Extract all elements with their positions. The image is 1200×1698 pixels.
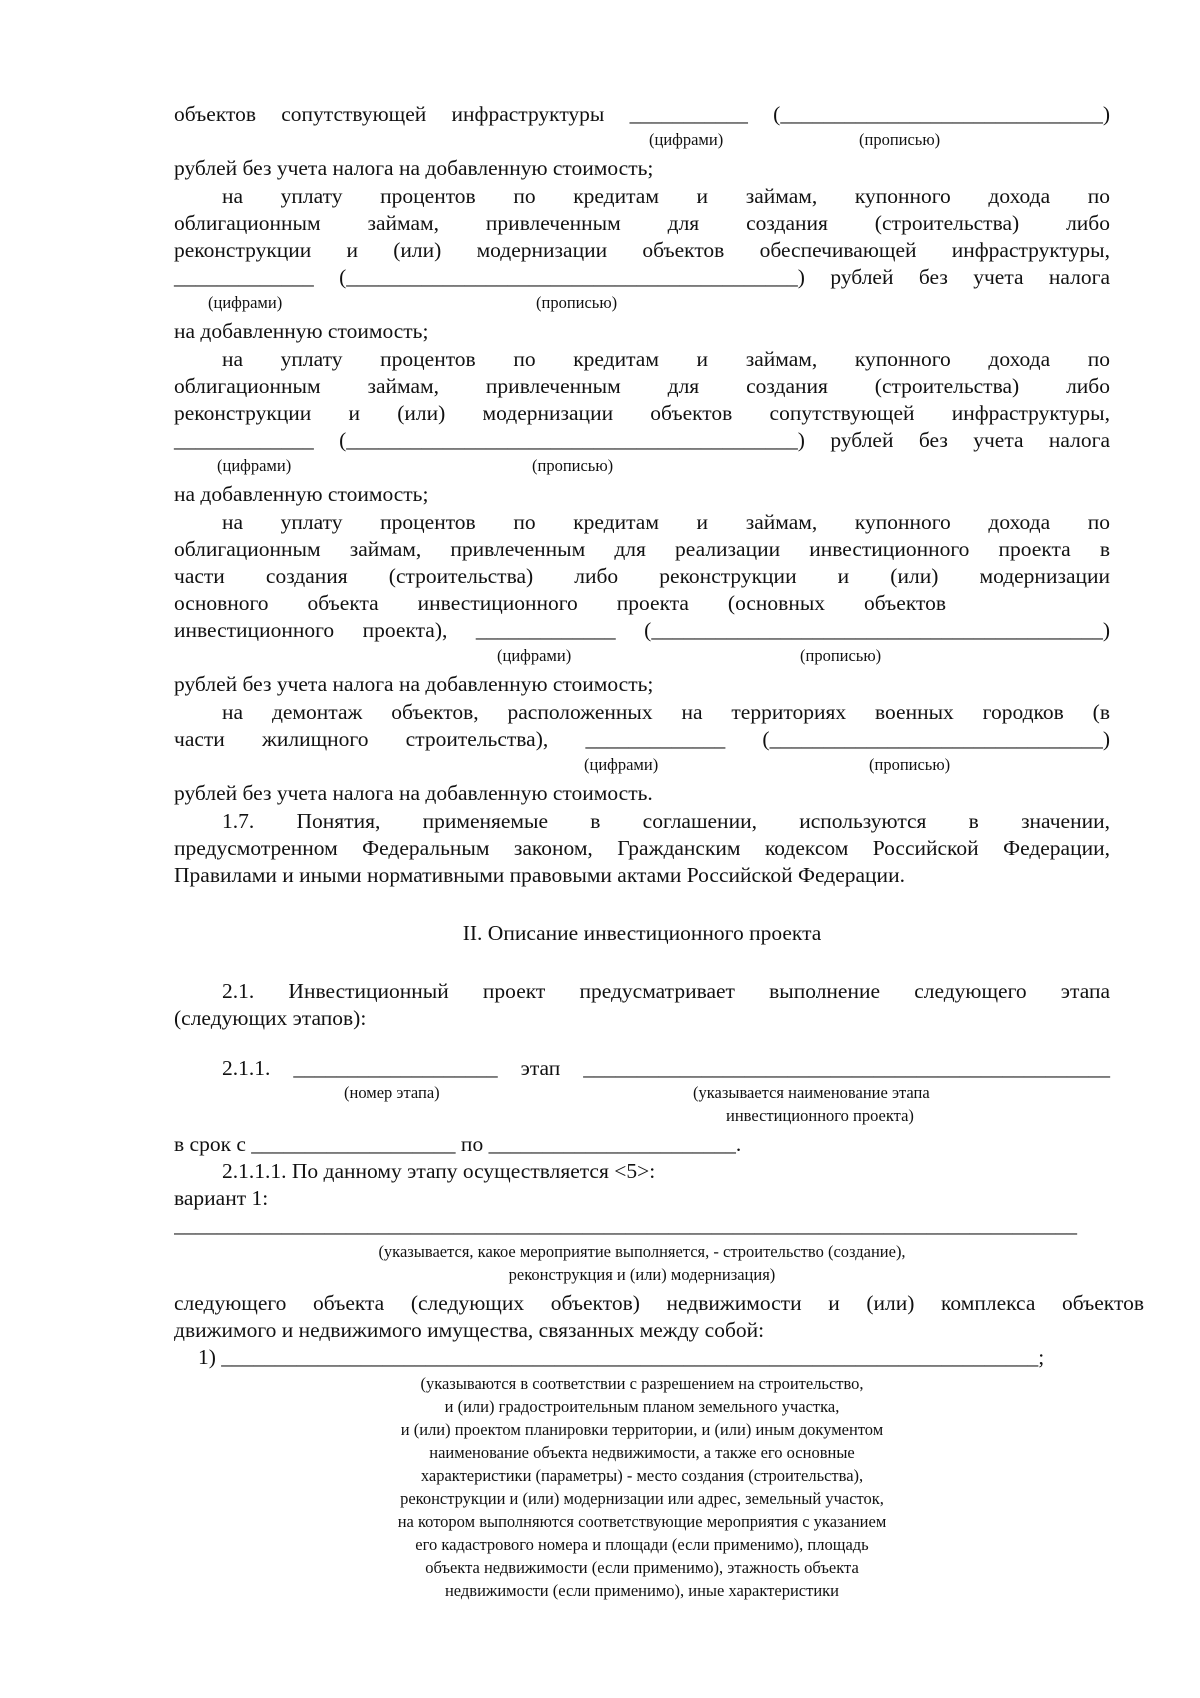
text-line: на добавленную стоимость;: [174, 319, 429, 343]
text-line: облигационным займам, привлеченным для создания (строительства) либо: [174, 211, 1110, 235]
caption-words: (прописью): [536, 293, 618, 312]
section-heading: II. Описание инвестиционного проекта: [462, 921, 822, 945]
text-line: 2.1.1. ___________________ этап _________________________________________________: [222, 1056, 1110, 1080]
caption-digits: (цифрами): [584, 755, 659, 774]
text-line: рублей без учета налога на добавленную стоимость;: [174, 156, 654, 180]
text-line: (следующих этапов):: [174, 1006, 367, 1030]
text-line: движимого и недвижимого имущества, связанных между собой:: [174, 1318, 765, 1342]
text-line: облигационным займам, привлеченным для реализации инвестиционного проекта в: [174, 537, 1110, 561]
text-line: на добавленную стоимость;: [174, 482, 429, 506]
caption-object: объекта недвижимости (если применимо), этажность объекта: [425, 1558, 859, 1577]
text-line: 1.7. Понятия, применяемые в соглашении, используются в значении,: [222, 809, 1110, 833]
text-line: 2.1.1.1. По данному этапу осуществляется <5>:: [222, 1159, 656, 1183]
text-line: рублей без учета налога на добавленную стоимость.: [174, 781, 653, 805]
caption-object: недвижимости (если применимо), иные характеристики: [444, 1581, 840, 1600]
text-line: части создания (строительства) либо реконструкции и (или) модернизации: [174, 564, 1110, 588]
caption-measure: реконструкция и (или) модернизация): [508, 1265, 776, 1284]
text-line: облигационным займам, привлеченным для создания (строительства) либо: [174, 374, 1110, 398]
caption-object: и (или) проектом планировки территории, и (или) иным документом: [400, 1420, 884, 1439]
text-line: рублей без учета налога на добавленную стоимость;: [174, 672, 654, 696]
caption-stage-name: инвестиционного проекта): [726, 1106, 914, 1125]
text-line: объектов сопутствующей инфраструктуры ___________ (______________________________): [174, 102, 1110, 126]
text-line: _____________ (__________________________________________) рублей без учета налога: [174, 265, 1110, 289]
caption-object: характеристики (параметры) - место создания (строительства),: [420, 1466, 864, 1485]
caption-words: (прописью): [859, 130, 941, 149]
caption-measure: (указывается, какое мероприятие выполняется, - строительство (создание),: [378, 1242, 906, 1261]
text-line: 2.1. Инвестиционный проект предусматривает выполнение следующего этапа: [222, 979, 1110, 1003]
text-line: вариант 1:: [174, 1186, 269, 1210]
caption-words: (прописью): [869, 755, 951, 774]
blank-line: ____________________________________________________________________________________: [174, 1213, 1077, 1237]
text-line: реконструкции и (или) модернизации объектов сопутствующей инфраструктуры,: [174, 401, 1110, 425]
caption-digits: (цифрами): [497, 646, 572, 665]
caption-object: реконструкции и (или) модернизации или адрес, земельный участок,: [400, 1489, 884, 1508]
text-line: реконструкции и (или) модернизации объектов обеспечивающей инфраструктуры,: [174, 238, 1110, 262]
caption-digits: (цифрами): [208, 293, 283, 312]
caption-object: наименование объекта недвижимости, а также его основные: [429, 1443, 855, 1462]
text-line: инвестиционного проекта), _____________ (__________________________________________): [174, 618, 1110, 642]
text-line: части жилищного строительства), _____________ (_______________________________): [174, 727, 1110, 751]
caption-words: (прописью): [532, 456, 614, 475]
caption-stage-name: (указывается наименование этапа: [693, 1083, 930, 1102]
text-line: на демонтаж объектов, расположенных на территориях военных городков (в: [222, 700, 1110, 724]
text-line: на уплату процентов по кредитам и займам, купонного дохода по: [222, 184, 1110, 208]
text-line: на уплату процентов по кредитам и займам, купонного дохода по: [222, 347, 1110, 371]
text-line: предусмотренном Федеральным законом, Гражданским кодексом Российской Федерации,: [174, 836, 1110, 860]
text-line: Правилами и иными нормативными правовыми актами Российской Федерации.: [174, 863, 905, 887]
caption-digits: (цифрами): [649, 130, 724, 149]
caption-object: (указываются в соответствии с разрешением на строительство,: [420, 1374, 864, 1393]
caption-digits: (цифрами): [217, 456, 292, 475]
text-line: основного объекта инвестиционного проекта (основных объектов: [174, 591, 946, 615]
text-line: _____________ (__________________________________________) рублей без учета налога: [174, 428, 1110, 452]
caption-object: его кадастрового номера и площади (если применимо), площадь: [415, 1535, 869, 1554]
caption-object: и (или) градостроительным планом земельного участка,: [444, 1397, 840, 1416]
text-line: в срок с ___________________ по _______________________.: [174, 1132, 742, 1156]
text-line: следующего объекта (следующих объектов) недвижимости и (или) комплекса объектов: [174, 1291, 1144, 1315]
text-line: на уплату процентов по кредитам и займам, купонного дохода по: [222, 510, 1110, 534]
caption-words: (прописью): [800, 646, 882, 665]
caption-stage-number: (номер этапа): [344, 1083, 440, 1102]
text-line: 1) ____________________________________________________________________________;: [198, 1345, 1045, 1369]
caption-object: на котором выполняются соответствующие мероприятия с указанием: [397, 1512, 887, 1531]
